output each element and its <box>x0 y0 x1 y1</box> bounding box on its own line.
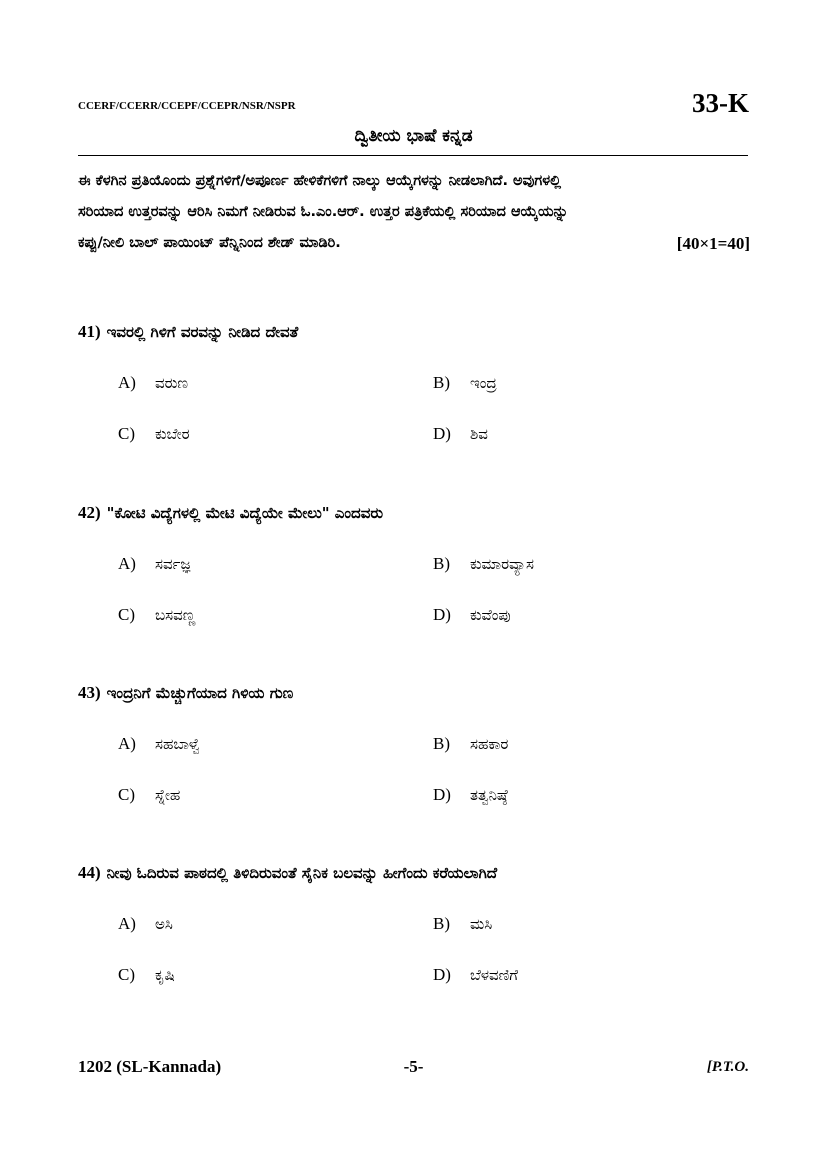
question-text <box>78 683 750 703</box>
option-text: ಶಿವ <box>470 425 488 443</box>
option-label: D) <box>433 605 451 624</box>
question-stem: ಇವರಲ್ಲಿ ಗಿಳಿಗೆ ವರವನ್ನು ನೀಡಿದ ದೇವತೆ <box>106 323 299 341</box>
option-label: A) <box>118 914 136 933</box>
question-43 <box>78 683 750 703</box>
question-number: 42) <box>78 503 101 522</box>
option-label: B) <box>433 734 450 753</box>
option-text: ಕೃಷಿ <box>155 966 175 984</box>
option-41-a <box>118 373 188 393</box>
option-text: ಅಸಿ <box>155 915 173 933</box>
option-label: B) <box>433 373 450 392</box>
option-label: C) <box>118 965 135 984</box>
question-stem: ಇಂದ್ರನಿಗೆ ಮೆಚ್ಚುಗೆಯಾದ ಗಿಳಿಯ ಗುಣ <box>106 684 294 702</box>
option-44-c <box>118 965 175 985</box>
option-42-d <box>433 605 511 625</box>
option-text: ಸ್ನೇಹ <box>155 786 181 804</box>
option-label: D) <box>433 965 451 984</box>
option-label: B) <box>433 554 450 573</box>
option-text: ಬೆಳವಣಿಗೆ <box>470 966 518 984</box>
option-43-d <box>433 785 508 805</box>
option-42-c <box>118 605 196 625</box>
instructions <box>78 166 750 259</box>
option-44-d <box>433 965 518 985</box>
instruction-line-1: ಈ ಕೆಳಗಿನ ಪ್ರತಿಯೊಂದು ಪ್ರಶ್ನೆಗಳಿಗೆ/ಅಪೂರ್ಣ ಹೇಳಿಕೆಗಳಿಗೆ ನಾಲ್ಕು ಆಯ್ಕೆಗಳನ್ನು ನೀಡಲಾಗಿದೆ. ಅವುಗಳಲ್ಲಿ <box>78 173 562 189</box>
question-44 <box>78 863 750 883</box>
option-text: ಸರ್ವಜ್ಞ <box>155 555 191 573</box>
title-divider <box>78 155 748 156</box>
page-number: -5- <box>403 1057 424 1076</box>
option-label: C) <box>118 785 135 804</box>
question-number: 41) <box>78 322 101 341</box>
option-text: ವರುಣ <box>155 374 188 392</box>
option-text: ಬಸವಣ್ಣ <box>155 606 196 624</box>
question-text <box>78 863 750 883</box>
option-42-b <box>433 554 534 574</box>
option-label: D) <box>433 424 451 443</box>
option-text: ಕುಬೇರ <box>155 425 190 443</box>
marks-allocation: [40×1=40] <box>676 234 750 253</box>
instruction-line-3 <box>78 228 750 259</box>
question-41 <box>78 322 750 342</box>
booklet-code: 33-K <box>692 88 749 118</box>
pto-note: [P.T.O. <box>706 1059 749 1075</box>
question-stem: ನೀವು ಓದಿರುವ ಪಾಠದಲ್ಲಿ ತಿಳಿದಿರುವಂತೆ ಸೈನಿಕ ಬಲವನ್ನು ಹೀಗೆಂದು ಕರೆಯಲಾಗಿದೆ <box>106 864 498 882</box>
option-43-a <box>118 734 200 754</box>
option-text: ಸಹಕಾರ <box>470 735 509 753</box>
option-label: B) <box>433 914 450 933</box>
instruction-line-3-text: ಕಪ್ಪು/ನೀಲಿ ಬಾಲ್ ಪಾಯಿಂಟ್ ಪೆನ್ನಿನಿಂದ ಶೇಡ್ ಮಾಡಿರಿ. <box>78 235 341 251</box>
footer-paper-code: 1202 (SL-Kannada) <box>78 1057 222 1076</box>
option-43-c <box>118 785 180 805</box>
option-label: C) <box>118 605 135 624</box>
question-number: 43) <box>78 683 101 702</box>
option-41-b <box>433 373 497 393</box>
option-43-b <box>433 734 508 754</box>
option-42-a <box>118 554 190 574</box>
option-label: A) <box>118 734 136 753</box>
question-42 <box>78 503 750 523</box>
exam-code: CCERF/CCERR/CCEPF/CCEPR/NSR/NSPR <box>78 100 296 112</box>
option-text: ಸಹಬಾಳ್ವೆ <box>155 735 201 753</box>
option-41-d <box>433 424 488 444</box>
option-text: ಇಂದ್ರ <box>470 374 497 392</box>
question-text <box>78 503 750 523</box>
option-44-b <box>433 914 492 934</box>
option-label: A) <box>118 373 136 392</box>
option-41-c <box>118 424 190 444</box>
option-44-a <box>118 914 173 934</box>
option-label: C) <box>118 424 135 443</box>
option-label: A) <box>118 554 136 573</box>
question-text <box>78 322 750 342</box>
page-title: ದ್ವಿತೀಯ ಭಾಷೆ ಕನ್ನಡ <box>354 126 473 146</box>
option-text: ತತ್ವನಿಷ್ಠೆ <box>470 786 508 804</box>
option-label: D) <box>433 785 451 804</box>
option-text: ಕುಮಾರವ್ಯಾಸ <box>470 555 534 573</box>
question-number: 44) <box>78 863 101 882</box>
question-stem: "ಕೋಟಿ ವಿದ್ಯೆಗಳಲ್ಲಿ ಮೇಟಿ ವಿದ್ಯೆಯೇ ಮೇಲು" ಎಂದವರು <box>106 504 384 522</box>
option-text: ಮಸಿ <box>470 915 493 933</box>
instruction-line-2: ಸರಿಯಾದ ಉತ್ತರವನ್ನು ಆರಿಸಿ ನಿಮಗೆ ನೀಡಿರುವ ಓ.ಎಂ.ಆರ್. ಉತ್ತರ ಪತ್ರಿಕೆಯಲ್ಲಿ ಸರಿಯಾದ ಆಯ್ಕೆಯನ್ನು <box>78 204 569 220</box>
option-text: ಕುವೆಂಪು <box>470 606 511 624</box>
